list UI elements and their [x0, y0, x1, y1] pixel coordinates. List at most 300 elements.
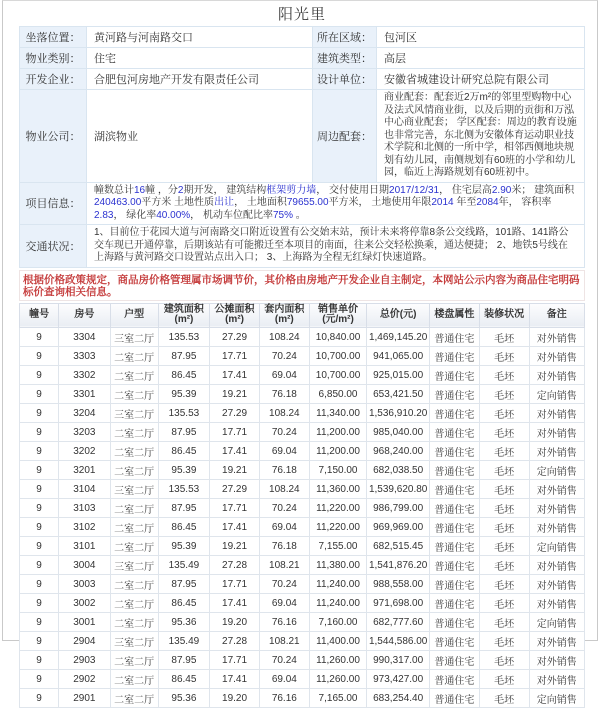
cell-room-no: 3304	[59, 327, 110, 346]
cell-remark: 对外销售	[529, 650, 584, 669]
column-header-gross-area: 建筑面积 (m²)	[158, 303, 209, 327]
project-info-label: 项目信息：	[20, 182, 87, 225]
cell-remark: 对外销售	[529, 346, 584, 365]
cell-room-no: 2901	[59, 688, 110, 707]
cell-remark: 对外销售	[529, 517, 584, 536]
project-info-value	[87, 182, 585, 225]
cell-building-no: 9	[20, 346, 59, 365]
cell-shared-area: 17.71	[210, 498, 260, 517]
cell-unit-price: 7,160.00	[309, 612, 367, 631]
cell-shared-area: 27.29	[210, 479, 260, 498]
cell-inner-area: 69.04	[259, 593, 309, 612]
cell-unit-type: 二室二厅	[110, 612, 158, 631]
cell-property-type: 普通住宅	[429, 479, 479, 498]
cell-gross-area: 87.95	[158, 650, 209, 669]
building-type-value: 高层	[377, 48, 585, 69]
cell-unit-type: 三室二厅	[110, 327, 158, 346]
developer-value: 合肥包河房地产开发有限责任公司	[87, 69, 313, 90]
cell-remark: 对外销售	[529, 365, 584, 384]
cell-gross-area: 87.95	[158, 422, 209, 441]
cell-decoration: 毛坯	[479, 384, 529, 403]
project-info-text: 幢数总计	[94, 184, 134, 196]
cell-room-no: 3101	[59, 536, 110, 555]
cell-room-no: 3001	[59, 612, 110, 631]
cell-gross-area: 95.36	[158, 688, 209, 707]
cell-inner-area: 70.24	[259, 574, 309, 593]
project-info-text: 年， 容积率	[498, 197, 552, 208]
cell-total-price: 653,421.50	[367, 384, 430, 403]
location-label: 坐落位置：	[20, 27, 87, 48]
cell-unit-type: 二室二厅	[110, 441, 158, 460]
project-info-text: 米； 建筑面积	[511, 184, 575, 196]
cell-inner-area: 70.24	[259, 498, 309, 517]
cell-unit-price: 11,260.00	[309, 669, 367, 688]
cell-decoration: 毛坯	[479, 593, 529, 612]
cell-inner-area: 108.24	[259, 403, 309, 422]
cell-unit-price: 11,200.00	[309, 441, 367, 460]
cell-shared-area: 19.21	[210, 460, 260, 479]
cell-total-price: 973,427.00	[367, 669, 430, 688]
cell-unit-type: 二室二厅	[110, 650, 158, 669]
cell-unit-type: 二室二厅	[110, 593, 158, 612]
table-row	[20, 669, 585, 688]
cell-room-no: 3301	[59, 384, 110, 403]
cell-inner-area: 76.18	[259, 384, 309, 403]
cell-shared-area: 17.71	[210, 346, 260, 365]
project-info-highlight: 40.00%	[156, 209, 191, 221]
info-row-location	[20, 27, 585, 48]
cell-room-no: 3002	[59, 593, 110, 612]
cell-property-type: 普通住宅	[429, 593, 479, 612]
project-info-text: ， 住宅层高	[439, 184, 492, 196]
cell-total-price: 925,015.00	[367, 365, 430, 384]
project-info-text: 年至	[453, 197, 477, 208]
cell-remark: 定向销售	[529, 688, 584, 707]
cell-total-price: 1,544,586.00	[367, 631, 430, 650]
project-info-highlight: 框架剪力墙	[266, 184, 317, 196]
project-info-text: 期开发， 建筑结构	[183, 184, 267, 196]
table-row	[20, 384, 585, 403]
project-info-highlight: 出让	[214, 197, 235, 208]
cell-room-no: 3202	[59, 441, 110, 460]
project-info-highlight: 2017/12/31	[389, 184, 440, 196]
cell-shared-area: 27.29	[210, 403, 260, 422]
cell-total-price: 941,065.00	[367, 346, 430, 365]
cell-shared-area: 19.20	[210, 688, 260, 707]
cell-unit-type: 二室二厅	[110, 688, 158, 707]
cell-decoration: 毛坯	[479, 650, 529, 669]
cell-property-type: 普通住宅	[429, 517, 479, 536]
traffic-value: 1、目前位于花园大道与河南路交口附近设置有公交始末站，预计未来将停靠8条公交线路，101路、141路公交车现已开通停靠，后期该站有可能搬迁至本项目的南面，往来公交轻松换乘，通达便捷； 2、地铁5号线在上海路与黄河路交口设置站点出入口； 3、上海路为全程无红绿灯快速道路。	[87, 225, 585, 268]
cell-unit-price: 11,360.00	[309, 479, 367, 498]
cell-remark: 对外销售	[529, 403, 584, 422]
cell-total-price: 986,799.00	[367, 498, 430, 517]
cell-total-price: 1,541,876.20	[367, 555, 430, 574]
cell-total-price: 985,040.00	[367, 422, 430, 441]
cell-building-no: 9	[20, 403, 59, 422]
cell-remark: 对外销售	[529, 479, 584, 498]
cell-total-price: 682,515.45	[367, 536, 430, 555]
cell-building-no: 9	[20, 669, 59, 688]
cell-room-no: 3102	[59, 517, 110, 536]
cell-total-price: 1,469,145.20	[367, 327, 430, 346]
district-label: 所在区域：	[313, 27, 377, 48]
cell-gross-area: 95.39	[158, 384, 209, 403]
cell-building-no: 9	[20, 555, 59, 574]
cell-unit-price: 10,700.00	[309, 346, 367, 365]
project-info-text: 幢 ，分	[145, 184, 178, 196]
table-row	[20, 536, 585, 555]
cell-room-no: 3104	[59, 479, 110, 498]
cell-remark: 对外销售	[529, 327, 584, 346]
location-value: 黄河路与河南路交口	[87, 27, 313, 48]
cell-room-no: 3103	[59, 498, 110, 517]
cell-decoration: 毛坯	[479, 555, 529, 574]
cell-unit-price: 10,700.00	[309, 365, 367, 384]
cell-building-no: 9	[20, 536, 59, 555]
cell-unit-type: 二室二厅	[110, 346, 158, 365]
cell-inner-area: 108.24	[259, 479, 309, 498]
project-info-highlight: 2084	[476, 197, 499, 208]
cell-decoration: 毛坯	[479, 669, 529, 688]
traffic-label: 交通状况：	[20, 225, 87, 268]
table-row	[20, 612, 585, 631]
surroundings-label: 周边配套：	[313, 90, 377, 183]
cell-room-no: 3303	[59, 346, 110, 365]
project-info-highlight: 16	[134, 184, 146, 196]
cell-property-type: 普通住宅	[429, 688, 479, 707]
cell-remark: 定向销售	[529, 536, 584, 555]
table-row	[20, 593, 585, 612]
project-info-text: ， 机动车位配比率	[190, 209, 273, 221]
cell-decoration: 毛坯	[479, 536, 529, 555]
project-info-table	[19, 26, 585, 268]
column-header-unit-price: 销售单价 (元/m²)	[309, 303, 367, 327]
column-header-remark: 备注	[529, 303, 584, 327]
info-row-category	[20, 48, 585, 69]
cell-property-type: 普通住宅	[429, 441, 479, 460]
cell-remark: 定向销售	[529, 384, 584, 403]
cell-inner-area: 70.24	[259, 422, 309, 441]
cell-gross-area: 86.45	[158, 669, 209, 688]
cell-shared-area: 17.71	[210, 650, 260, 669]
cell-decoration: 毛坯	[479, 498, 529, 517]
cell-property-type: 普通住宅	[429, 555, 479, 574]
cell-total-price: 971,698.00	[367, 593, 430, 612]
cell-remark: 对外销售	[529, 631, 584, 650]
table-row	[20, 365, 585, 384]
cell-property-type: 普通住宅	[429, 403, 479, 422]
cell-property-type: 普通住宅	[429, 346, 479, 365]
cell-building-no: 9	[20, 612, 59, 631]
cell-total-price: 1,536,910.20	[367, 403, 430, 422]
cell-property-type: 普通住宅	[429, 612, 479, 631]
info-row-management	[20, 90, 585, 183]
property-category-label: 物业类别：	[20, 48, 87, 69]
project-info-highlight: 2.83	[94, 209, 114, 221]
cell-total-price: 968,240.00	[367, 441, 430, 460]
cell-gross-area: 135.53	[158, 479, 209, 498]
cell-total-price: 683,254.40	[367, 688, 430, 707]
cell-unit-price: 7,155.00	[309, 536, 367, 555]
table-row	[20, 688, 585, 707]
table-row	[20, 498, 585, 517]
table-row	[20, 574, 585, 593]
cell-unit-price: 11,240.00	[309, 574, 367, 593]
cell-unit-price: 11,240.00	[309, 593, 367, 612]
designer-value: 安徽省城建设计研究总院有限公司	[377, 69, 585, 90]
cell-total-price: 990,317.00	[367, 650, 430, 669]
district-value: 包河区	[377, 27, 585, 48]
cell-room-no: 3004	[59, 555, 110, 574]
cell-remark: 对外销售	[529, 669, 584, 688]
cell-property-type: 普通住宅	[429, 460, 479, 479]
cell-unit-price: 11,340.00	[309, 403, 367, 422]
cell-building-no: 9	[20, 593, 59, 612]
cell-remark: 对外销售	[529, 422, 584, 441]
cell-room-no: 3201	[59, 460, 110, 479]
cell-unit-price: 10,840.00	[309, 327, 367, 346]
column-header-unit-type: 户型	[110, 303, 158, 327]
cell-shared-area: 17.41	[210, 669, 260, 688]
cell-inner-area: 69.04	[259, 517, 309, 536]
project-info-highlight: 2.90	[491, 184, 512, 196]
cell-remark: 对外销售	[529, 574, 584, 593]
cell-inner-area: 70.24	[259, 346, 309, 365]
cell-shared-area: 19.21	[210, 384, 260, 403]
designer-label: 设计单位：	[313, 69, 377, 90]
cell-building-no: 9	[20, 384, 59, 403]
cell-unit-type: 二室二厅	[110, 536, 158, 555]
cell-unit-type: 二室二厅	[110, 365, 158, 384]
cell-gross-area: 87.95	[158, 346, 209, 365]
cell-decoration: 毛坯	[479, 327, 529, 346]
cell-gross-area: 87.95	[158, 574, 209, 593]
cell-building-no: 9	[20, 460, 59, 479]
cell-decoration: 毛坯	[479, 574, 529, 593]
column-header-room-no: 房号	[59, 303, 110, 327]
project-info-text: 平方米， 土地使用年限	[328, 197, 432, 208]
cell-decoration: 毛坯	[479, 688, 529, 707]
cell-inner-area: 76.16	[259, 688, 309, 707]
cell-decoration: 毛坯	[479, 612, 529, 631]
cell-shared-area: 17.71	[210, 574, 260, 593]
column-header-total-price: 总价(元)	[367, 303, 430, 327]
cell-unit-type: 三室二厅	[110, 631, 158, 650]
developer-label: 开发企业：	[20, 69, 87, 90]
cell-inner-area: 69.04	[259, 441, 309, 460]
cell-gross-area: 135.53	[158, 327, 209, 346]
cell-gross-area: 86.45	[158, 365, 209, 384]
cell-remark: 对外销售	[529, 498, 584, 517]
cell-unit-type: 二室二厅	[110, 384, 158, 403]
cell-inner-area: 76.18	[259, 536, 309, 555]
cell-property-type: 普通住宅	[429, 574, 479, 593]
cell-unit-price: 6,850.00	[309, 384, 367, 403]
column-header-building-no: 幢号	[20, 303, 59, 327]
cell-building-no: 9	[20, 498, 59, 517]
cell-unit-price: 11,260.00	[309, 650, 367, 669]
cell-building-no: 9	[20, 422, 59, 441]
data-table-body	[20, 327, 585, 707]
cell-unit-price: 11,200.00	[309, 422, 367, 441]
building-type-label: 建筑类型：	[313, 48, 377, 69]
cell-shared-area: 27.28	[210, 631, 260, 650]
cell-decoration: 毛坯	[479, 460, 529, 479]
cell-total-price: 988,558.00	[367, 574, 430, 593]
cell-unit-type: 二室二厅	[110, 517, 158, 536]
table-row	[20, 422, 585, 441]
cell-property-type: 普通住宅	[429, 498, 479, 517]
cell-room-no: 3203	[59, 422, 110, 441]
cell-shared-area: 27.29	[210, 327, 260, 346]
cell-building-no: 9	[20, 631, 59, 650]
info-row-traffic	[20, 225, 585, 268]
project-info-text: ， 绿化率	[113, 209, 157, 221]
cell-unit-type: 三室二厅	[110, 403, 158, 422]
info-row-project	[20, 182, 585, 225]
cell-property-type: 普通住宅	[429, 536, 479, 555]
cell-gross-area: 95.36	[158, 612, 209, 631]
cell-gross-area: 135.49	[158, 631, 209, 650]
cell-gross-area: 95.39	[158, 460, 209, 479]
cell-decoration: 毛坯	[479, 422, 529, 441]
surroundings-value: 商业配套：配套近2万m²的邻里型购物中心及法式风情商业街，以及后期的贡街和万泓中心商业配套； 学区配套：周边的教育设施也非常完善，东北侧为安徽体育运动职业技术学院和北侧的一所中学，相邻西侧地块规划有幼儿园，南侧规划有60班的小学和幼儿园，临近上海路规划有60班初中。	[377, 90, 585, 183]
cell-inner-area: 108.21	[259, 631, 309, 650]
cell-unit-type: 二室二厅	[110, 460, 158, 479]
cell-gross-area: 135.49	[158, 555, 209, 574]
cell-property-type: 普通住宅	[429, 631, 479, 650]
cell-building-no: 9	[20, 479, 59, 498]
project-info-text: 。	[292, 209, 306, 221]
cell-inner-area: 108.24	[259, 327, 309, 346]
cell-inner-area: 108.21	[259, 555, 309, 574]
cell-inner-area: 70.24	[259, 650, 309, 669]
project-info-highlight: 2014	[431, 197, 454, 208]
cell-decoration: 毛坯	[479, 365, 529, 384]
cell-unit-price: 11,220.00	[309, 498, 367, 517]
cell-property-type: 普通住宅	[429, 669, 479, 688]
cell-shared-area: 27.28	[210, 555, 260, 574]
project-info-text: ， 交付使用日期	[316, 184, 390, 196]
cell-building-no: 9	[20, 574, 59, 593]
cell-remark: 定向销售	[529, 612, 584, 631]
project-info-highlight: 75%	[272, 209, 293, 221]
cell-remark: 定向销售	[529, 460, 584, 479]
project-info-highlight: 79655.00	[286, 197, 329, 208]
cell-shared-area: 19.20	[210, 612, 260, 631]
page-title: 阳光里	[277, 6, 326, 23]
cell-total-price: 1,539,620.80	[367, 479, 430, 498]
data-table-header-row	[20, 303, 585, 327]
table-row	[20, 650, 585, 669]
cell-inner-area: 69.04	[259, 669, 309, 688]
cell-total-price: 969,969.00	[367, 517, 430, 536]
cell-room-no: 2903	[59, 650, 110, 669]
cell-building-no: 9	[20, 327, 59, 346]
cell-gross-area: 135.53	[158, 403, 209, 422]
cell-property-type: 普通住宅	[429, 384, 479, 403]
project-info-text: ， 土地面积	[234, 197, 287, 208]
column-header-shared-area: 公摊面积 (m²)	[210, 303, 260, 327]
cell-gross-area: 95.39	[158, 536, 209, 555]
cell-decoration: 毛坯	[479, 517, 529, 536]
management-company-label: 物业公司：	[20, 90, 87, 183]
table-row	[20, 555, 585, 574]
cell-remark: 对外销售	[529, 441, 584, 460]
cell-property-type: 普通住宅	[429, 650, 479, 669]
cell-decoration: 毛坯	[479, 441, 529, 460]
cell-inner-area: 76.16	[259, 612, 309, 631]
cell-decoration: 毛坯	[479, 346, 529, 365]
table-row	[20, 403, 585, 422]
cell-decoration: 毛坯	[479, 479, 529, 498]
cell-room-no: 3302	[59, 365, 110, 384]
cell-remark: 对外销售	[529, 593, 584, 612]
cell-unit-type: 二室二厅	[110, 422, 158, 441]
cell-gross-area: 87.95	[158, 498, 209, 517]
cell-building-no: 9	[20, 688, 59, 707]
price-policy-notice: 根据价格政策规定，商品房价格管理属市场调节价，其价格由房地产开发企业自主制定，本网站公示内容为商品住宅明码标价查询相关信息。	[19, 270, 585, 301]
price-table	[19, 303, 585, 708]
cell-gross-area: 86.45	[158, 517, 209, 536]
cell-shared-area: 17.71	[210, 422, 260, 441]
cell-gross-area: 86.45	[158, 593, 209, 612]
cell-shared-area: 19.21	[210, 536, 260, 555]
cell-shared-area: 17.41	[210, 593, 260, 612]
cell-unit-type: 三室二厅	[110, 555, 158, 574]
project-info-highlight: 2	[177, 184, 184, 196]
cell-unit-type: 三室二厅	[110, 479, 158, 498]
cell-building-no: 9	[20, 517, 59, 536]
cell-building-no: 9	[20, 441, 59, 460]
cell-room-no: 2904	[59, 631, 110, 650]
cell-unit-type: 二室二厅	[110, 574, 158, 593]
cell-unit-type: 二室二厅	[110, 498, 158, 517]
cell-property-type: 普通住宅	[429, 365, 479, 384]
cell-inner-area: 69.04	[259, 365, 309, 384]
cell-total-price: 682,777.60	[367, 612, 430, 631]
cell-unit-price: 11,400.00	[309, 631, 367, 650]
cell-property-type: 普通住宅	[429, 422, 479, 441]
cell-unit-price: 7,165.00	[309, 688, 367, 707]
cell-unit-type: 二室二厅	[110, 669, 158, 688]
project-info-text: 平方米 土地性质	[141, 197, 215, 208]
cell-decoration: 毛坯	[479, 631, 529, 650]
table-row	[20, 441, 585, 460]
property-category-value: 住宅	[87, 48, 313, 69]
info-row-developer	[20, 69, 585, 90]
cell-room-no: 3003	[59, 574, 110, 593]
page-container	[2, 0, 598, 706]
table-row	[20, 631, 585, 650]
cell-inner-area: 76.18	[259, 460, 309, 479]
cell-room-no: 2902	[59, 669, 110, 688]
cell-gross-area: 86.45	[158, 441, 209, 460]
cell-decoration: 毛坯	[479, 403, 529, 422]
column-header-inner-area: 套内面积 (m²)	[259, 303, 309, 327]
management-company-value: 湖滨物业	[87, 90, 313, 183]
project-info-highlight: 240463.00	[94, 197, 142, 208]
cell-building-no: 9	[20, 650, 59, 669]
column-header-decoration: 装修状况	[479, 303, 529, 327]
cell-unit-price: 11,220.00	[309, 517, 367, 536]
table-row	[20, 327, 585, 346]
cell-total-price: 682,038.50	[367, 460, 430, 479]
table-row	[20, 517, 585, 536]
cell-unit-price: 11,380.00	[309, 555, 367, 574]
cell-property-type: 普通住宅	[429, 327, 479, 346]
